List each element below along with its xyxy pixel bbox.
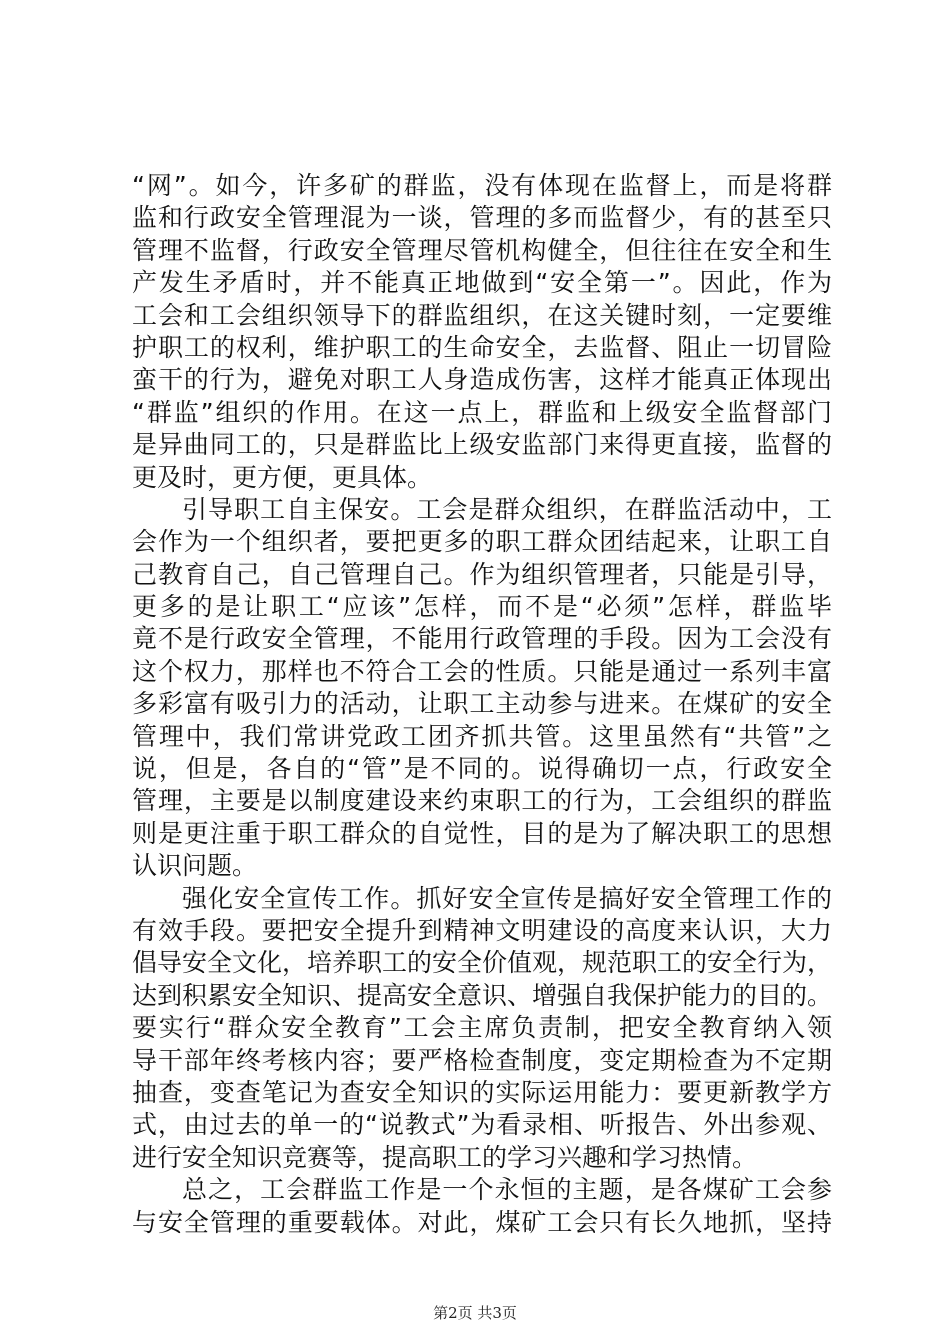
text-line: 己教育自己，自己管理自己。作为组织管理者，只能是引导， bbox=[132, 559, 832, 589]
text-line: “群监”组织的作用。在这一点上，群监和上级安全监督部门 bbox=[132, 397, 832, 427]
text-line: 蛮干的行为，避免对职工人身造成伤害，这样才能真正体现出 bbox=[132, 365, 832, 395]
paragraph-start-line: 引导职工自主保安。工会是群众组织，在群监活动中，工 bbox=[182, 494, 832, 524]
text-line: 管理中，我们常讲党政工团齐抓共管。这里虽然有“共管”之 bbox=[132, 721, 832, 751]
text-line: 认识问题。 bbox=[132, 851, 258, 881]
paragraph-start-line: 总之，工会群监工作是一个永恒的主题，是各煤矿工会参 bbox=[182, 1175, 832, 1205]
text-line: 护职工的权利，维护职工的生命安全，去监督、阻止一切冒险 bbox=[132, 332, 832, 362]
text-line: 产发生矛盾时，并不能真正地做到“安全第一”。因此，作为 bbox=[132, 268, 832, 298]
text-line: 要实行“群众安全教育”工会主席负责制，把安全教育纳入领 bbox=[132, 1013, 832, 1043]
text-line: 倡导安全文化，培养职工的安全价值观，规范职工的安全行为， bbox=[132, 948, 833, 978]
page-footer: 第2页 共3页 bbox=[433, 1304, 517, 1322]
text-line: 进行安全知识竞赛等，提高职工的学习兴趣和学习热情。 bbox=[132, 1142, 758, 1172]
text-line: 竟不是行政安全管理，不能用行政管理的手段。因为工会没有 bbox=[132, 624, 832, 654]
text-line: 会作为一个组织者，要把更多的职工群众团结起来，让职工自 bbox=[132, 527, 832, 557]
text-line: “网”。如今，许多矿的群监，没有体现在监督上，而是将群 bbox=[132, 171, 832, 200]
text-line: 与安全管理的重要载体。对此，煤矿工会只有长久地抓，坚持 bbox=[132, 1207, 832, 1237]
text-line: 管理不监督，行政安全管理尽管机构健全，但往往在安全和生 bbox=[132, 235, 832, 265]
text-line: 这个权力，那样也不符合工会的性质。只能是通过一系列丰富 bbox=[132, 656, 832, 686]
paragraph-start-line: 强化安全宣传工作。抓好安全宣传是搞好安全管理工作的 bbox=[182, 883, 832, 913]
text-line: 工会和工会组织领导下的群监组织，在这关键时刻，一定要维 bbox=[132, 300, 832, 330]
text-line: 达到积累安全知识、提高安全意识、增强自我保护能力的目的。 bbox=[132, 980, 833, 1010]
text-line: 式，由过去的单一的“说教式”为看录相、听报告、外出参观、 bbox=[132, 1110, 832, 1140]
text-line: 是异曲同工的，只是群监比上级安监部门来得更直接，监督的 bbox=[132, 430, 832, 460]
text-line: 更及时，更方便，更具体。 bbox=[132, 462, 433, 492]
body-text bbox=[132, 170, 832, 1239]
text-line: 抽查，变查笔记为查安全知识的实际运用能力：要更新教学方 bbox=[132, 1077, 832, 1107]
text-line: 多彩富有吸引力的活动，让职工主动参与进来。在煤矿的安全 bbox=[132, 689, 832, 719]
text-line: 说，但是，各自的“管”是不同的。说得确切一点，行政安全 bbox=[132, 754, 832, 784]
text-line: 则是更注重于职工群众的自觉性，目的是为了解决职工的思想 bbox=[132, 818, 832, 848]
text-line: 监和行政安全管理混为一谈，管理的多而监督少，有的甚至只 bbox=[132, 203, 832, 233]
text-line: 更多的是让职工“应该”怎样，而不是“必须”怎样，群监毕 bbox=[132, 592, 832, 622]
text-line: 导干部年终考核内容；要严格检查制度，变定期检查为不定期 bbox=[132, 1045, 832, 1075]
text-line: 有效手段。要把安全提升到精神文明建设的高度来认识，大力 bbox=[132, 915, 832, 945]
text-line: 管理，主要是以制度建设来约束职工的行为，工会组织的群监 bbox=[132, 786, 832, 816]
